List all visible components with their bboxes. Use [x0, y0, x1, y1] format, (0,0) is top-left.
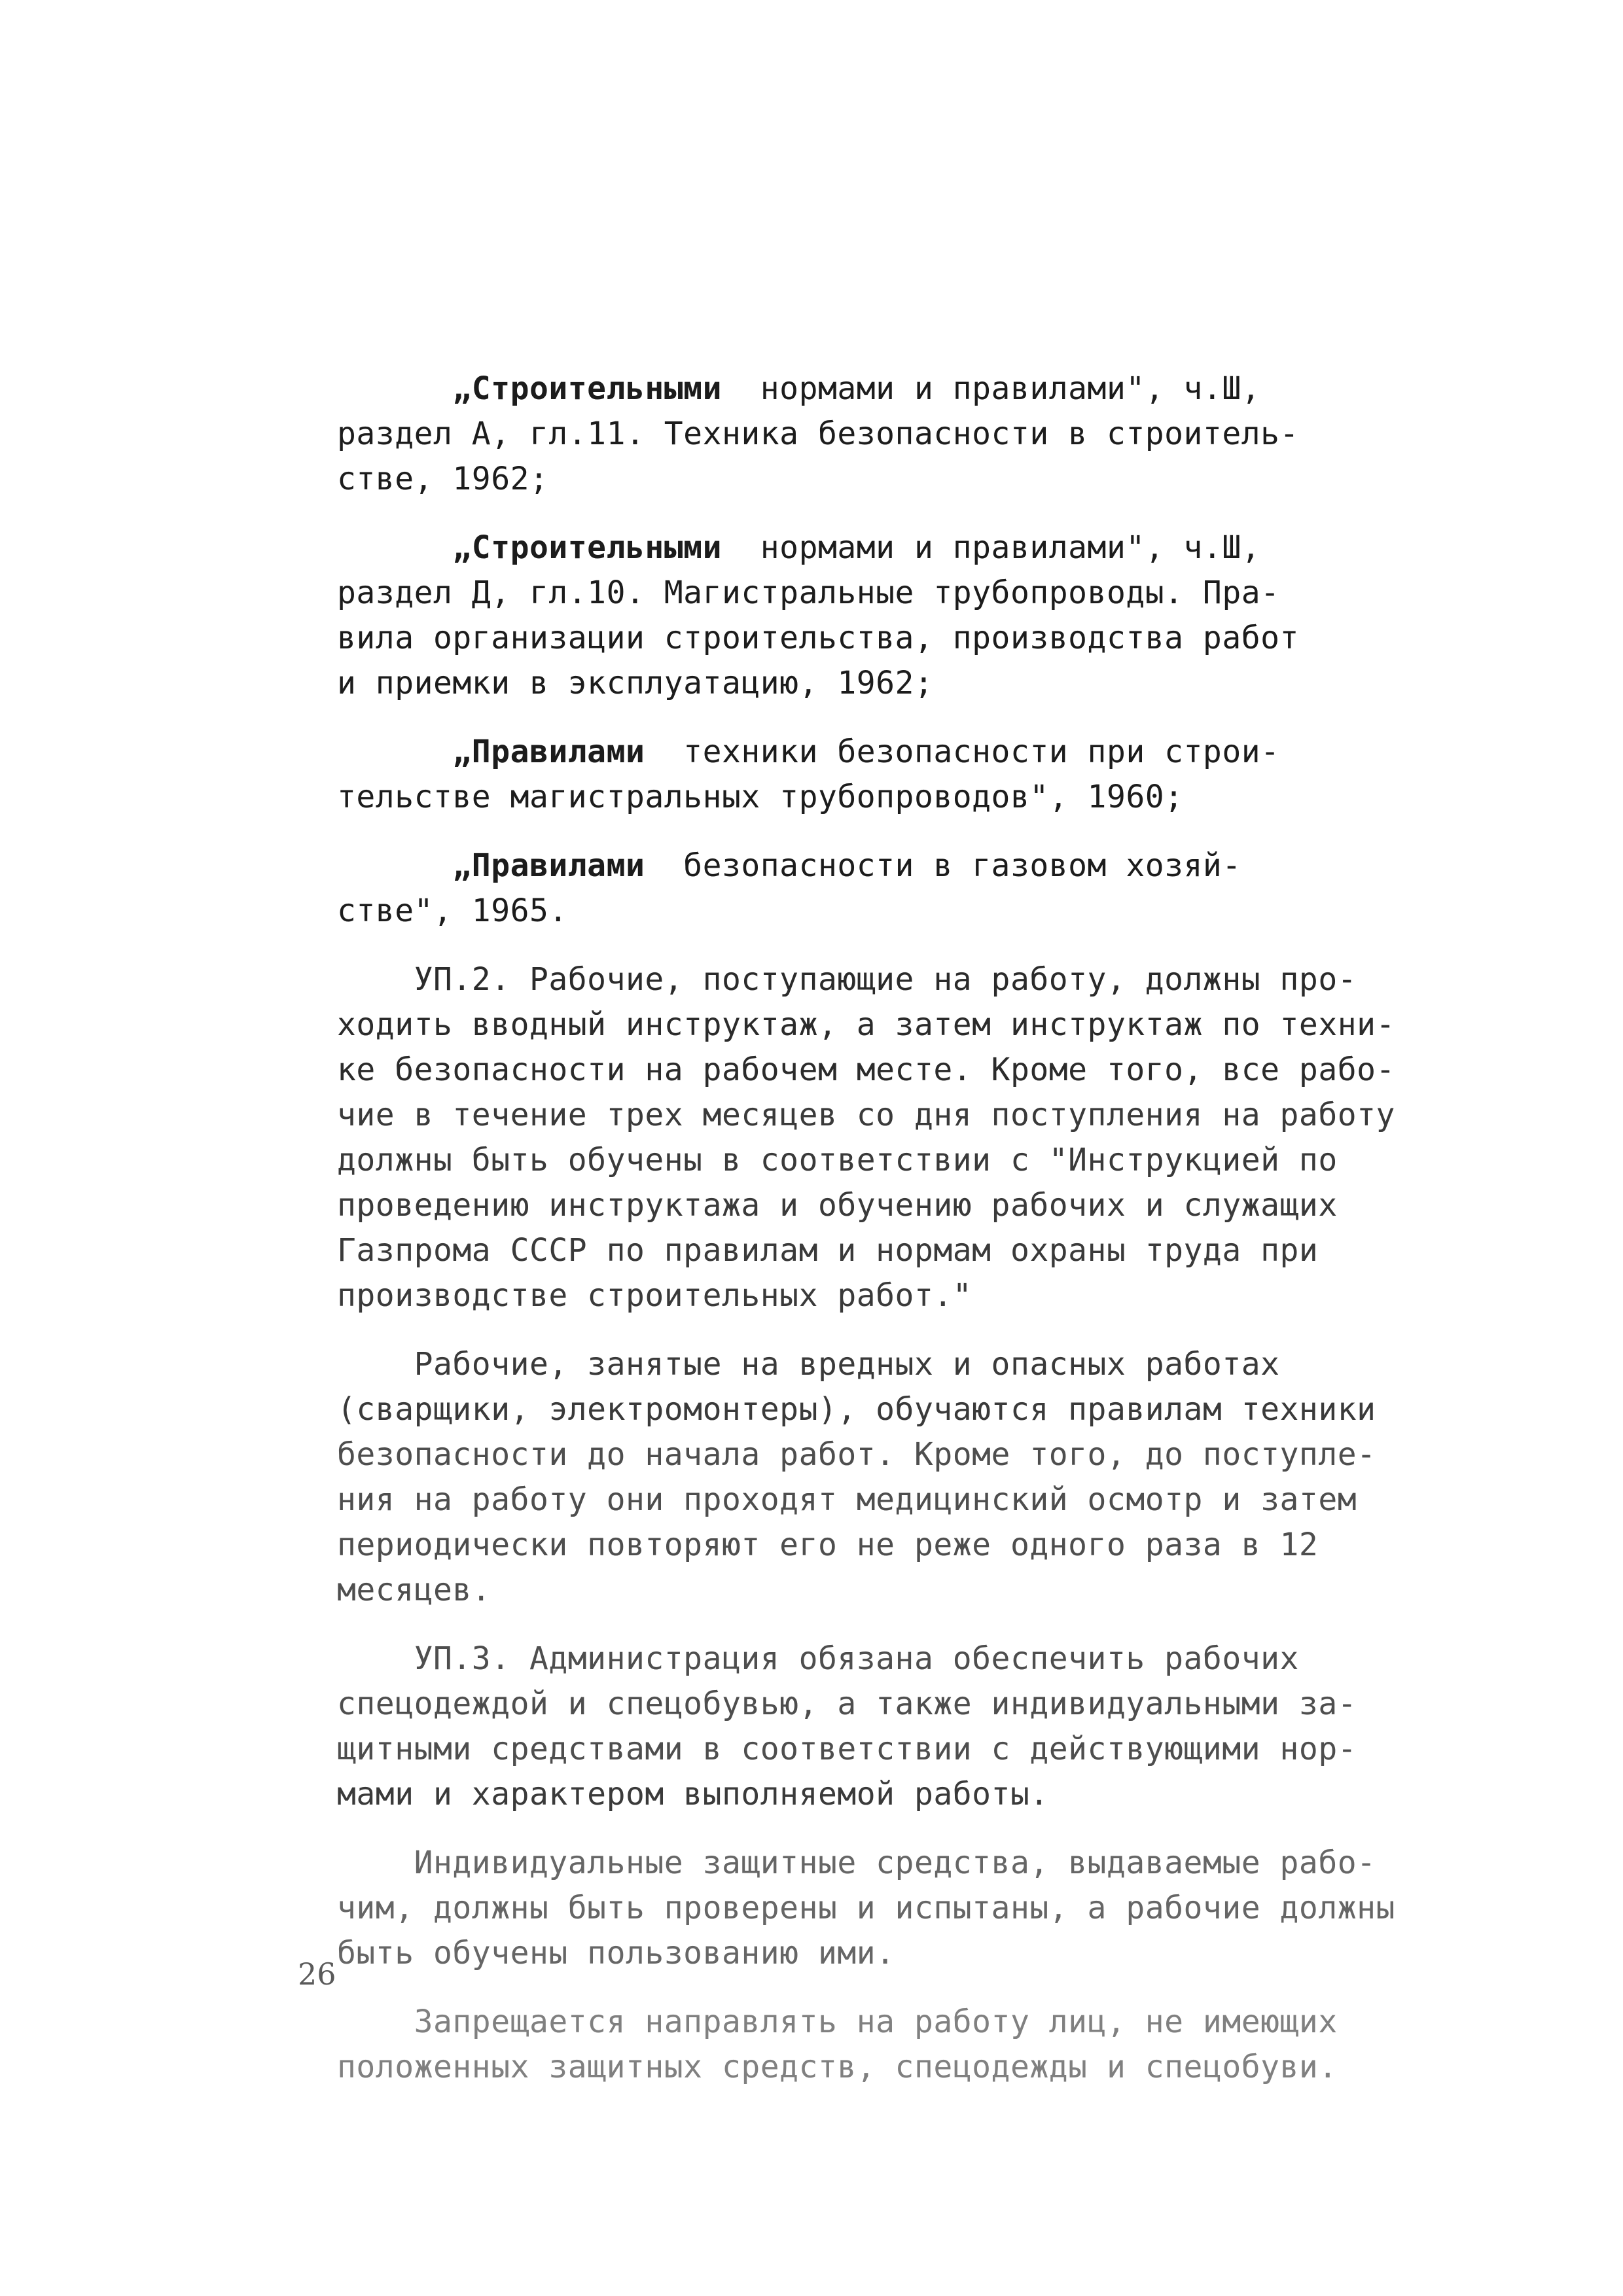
bold-term: „Правилами: [452, 847, 645, 884]
text-line: „Правилами техники безопасности при строи-: [452, 733, 1280, 770]
text-line: УП.2. Рабочие, поступающие на работу, должны про-: [414, 961, 1357, 998]
text-line: раздел Д, гл.10. Магистральные трубопроводы. Пра-: [337, 574, 1280, 611]
text-line: чие в течение трех месяцев со дня поступления на работу: [337, 1097, 1395, 1133]
text-line: Индивидуальные защитные средства, выдаваемые рабо-: [414, 1845, 1376, 1881]
text-line: производстве строительных работ.": [337, 1277, 972, 1314]
text-line: месяцев.: [337, 1572, 491, 1608]
text-line: должны быть обучены в соответствии с "Инструкцией по: [337, 1142, 1338, 1178]
bold-term: „Строительными: [452, 370, 722, 407]
text-line: мами и характером выполняемой работы.: [337, 1776, 1049, 1812]
text-line: стве", 1965.: [337, 892, 568, 929]
text-line: и приемки в эксплуатацию, 1962;: [337, 665, 934, 701]
text-line: проведению инструктажа и обучению рабочих и служащих: [337, 1187, 1338, 1224]
text-line: „Правилами безопасности в газовом хозяй-: [452, 847, 1241, 884]
text-line: „Строительными нормами и правилами", ч.Ш,: [452, 370, 1261, 407]
text-line: положенных защитных средств, спецодежды и спецобуви.: [337, 2049, 1338, 2085]
text-line: ходить вводный инструктаж, а затем инструктаж по техни-: [337, 1006, 1395, 1043]
text-line: чим, должны быть проверены и испытаны, а рабочие должны: [337, 1890, 1395, 1926]
text-line: тельстве магистральных трубопроводов", 1960;: [337, 779, 1184, 815]
text-line: Запрещается направлять на работу лиц, не имеющих: [414, 2004, 1338, 2040]
text-line: Рабочие, занятые на вредных и опасных работах: [414, 1346, 1280, 1383]
text-line: ке безопасности на рабочем месте. Кроме того, все рабо-: [337, 1051, 1395, 1088]
text-line: щитными средствами в соответствии с действующими нор-: [337, 1731, 1357, 1767]
text-line: ния на работу они проходят медицинский осмотр и затем: [337, 1481, 1357, 1518]
text-line: безопасности до начала работ. Кроме того, до поступле-: [337, 1436, 1376, 1473]
text-line: раздел А, гл.11. Техника безопасности в строитель-: [337, 415, 1299, 452]
bold-term: „Строительными: [452, 529, 722, 566]
text-line: (сварщики, электромонтеры), обучаются правилам техники: [337, 1391, 1376, 1428]
text-line: быть обучены пользованию ими.: [337, 1935, 895, 1971]
text-line: периодически повторяют его не реже одного раза в 12: [337, 1527, 1319, 1563]
text-line: УП.3. Администрация обязана обеспечить рабочих: [414, 1640, 1299, 1677]
bold-term: „Правилами: [452, 733, 645, 770]
text-line: вила организации строительства, производства работ: [337, 620, 1299, 656]
text-line: Газпрома СССР по правилам и нормам охраны труда при: [337, 1232, 1319, 1269]
text-line: спецодеждой и спецобувью, а также индивидуальными за-: [337, 1686, 1357, 1722]
document-body: [337, 366, 1395, 2090]
text-line: стве, 1962;: [337, 461, 549, 497]
page-number: 26: [298, 1956, 336, 1992]
text-line: „Строительными нормами и правилами", ч.Ш,: [452, 529, 1261, 566]
